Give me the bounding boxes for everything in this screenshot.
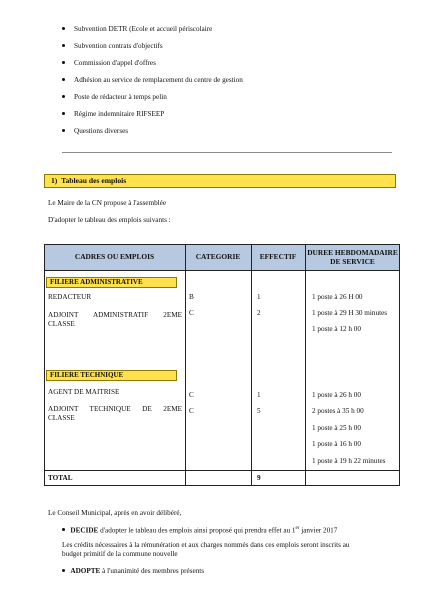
filiere-technique-label: FILIERE TECHNIQUE — [46, 370, 177, 381]
agenda-item: Subvention DETR (Ecole et accueil périscolaire — [62, 25, 212, 34]
conclusion-intro: Le Conseil Municipal, après en avoir délibéré, — [48, 509, 182, 517]
column-header-categorie: CATEGORIE — [195, 252, 241, 261]
section-heading: 1) Tableau des emplois — [44, 174, 396, 188]
bullet-icon — [62, 112, 65, 115]
agenda-item: Questions diverses — [62, 127, 128, 136]
agenda-item: Subvention contrats d'objectifs — [62, 42, 163, 51]
adopte-line: ADOPTE à l'unanimité des membres présents — [62, 567, 204, 576]
duree-cell: 1 poste à 19 h 22 minutes — [312, 457, 386, 465]
bullet-icon — [62, 78, 65, 81]
categorie-cell: C — [189, 309, 194, 317]
column-header-duree-line2: DE SERVICE — [330, 257, 375, 266]
bullet-icon — [62, 129, 65, 132]
column-header-duree: DUREE HEBDOMADAIRE — [307, 248, 398, 257]
agenda-item: Poste de rédacteur à temps pelin — [62, 93, 167, 102]
bullet-icon — [62, 61, 65, 64]
intro-line: Le Maire de la CN propose à l'assemblée — [48, 199, 167, 207]
filiere-administrative-label: FILIERE ADMINISTRATIVE — [46, 277, 177, 288]
bullet-icon — [62, 569, 65, 572]
duree-cell: 1 poste à 29 H 30 minutes — [312, 309, 388, 317]
emploi-adjoint-technique: ADJOINT TECHNIQUE DE 2EME — [48, 405, 182, 413]
effectif-cell: 1 — [257, 293, 261, 301]
credits-line-2: budget primitif de la commune nouvelle — [62, 550, 178, 558]
duree-cell: 1 poste à 26 H 00 — [312, 293, 363, 301]
bullet-icon — [62, 95, 65, 98]
total-value: 9 — [257, 474, 261, 482]
categorie-cell: C — [189, 391, 194, 399]
bullet-icon — [62, 27, 65, 30]
agenda-item: Adhésion au service de remplacement du centre de gestion — [62, 76, 243, 85]
credits-line: Les crédits nécessaires à la rémunération et aux charges nommés dans ces emplois seront inscrits au — [62, 541, 350, 549]
effectif-cell: 1 — [257, 391, 261, 399]
duree-cell: 1 poste à 12 h 00 — [312, 325, 361, 333]
duree-cell: 1 poste à 16 h 00 — [312, 440, 361, 448]
duree-cell: 1 poste à 25 h 00 — [312, 424, 361, 432]
categorie-cell: C — [189, 407, 194, 415]
effectif-cell: 5 — [257, 407, 261, 415]
column-divider — [185, 244, 186, 486]
column-divider — [305, 244, 306, 486]
emploi-adjoint-technique-line2: CLASSE — [48, 414, 75, 422]
row-divider — [44, 470, 400, 471]
column-header-cadres: CADRES OU EMPLOIS — [74, 252, 155, 261]
emploi-agent-maitrise: AGENT DE MAITRISE — [48, 388, 120, 396]
bullet-icon — [62, 44, 65, 47]
emploi-redacteur: REDACTEUR — [48, 293, 92, 301]
bullet-icon — [62, 528, 65, 531]
column-header-effectif: EFFECTIF — [259, 252, 297, 261]
total-label: TOTAL — [48, 474, 73, 482]
intro-line: D'adopter le tableau des emplois suivants : — [48, 216, 171, 224]
effectif-cell: 2 — [257, 309, 261, 317]
divider — [62, 152, 392, 153]
duree-cell: 1 poste à 26 h 00 — [312, 391, 361, 399]
decide-line: DECIDE d'adopter le tableau des emplois ainsi proposé qui prendra effet au 1er janvier 2017 — [62, 524, 337, 535]
duree-cell: 2 postes à 35 h 00 — [312, 407, 364, 415]
agenda-item: Régime indemnitaire RIFSEEP — [62, 110, 164, 119]
emploi-adjoint-administratif: ADJOINT ADMINISTRATIF 2EME — [48, 311, 182, 319]
column-divider — [251, 244, 252, 486]
emploi-adjoint-administratif-line2: CLASSE — [48, 320, 75, 328]
categorie-cell: B — [189, 293, 194, 301]
agenda-item: Commission d'appel d'offres — [62, 59, 156, 68]
